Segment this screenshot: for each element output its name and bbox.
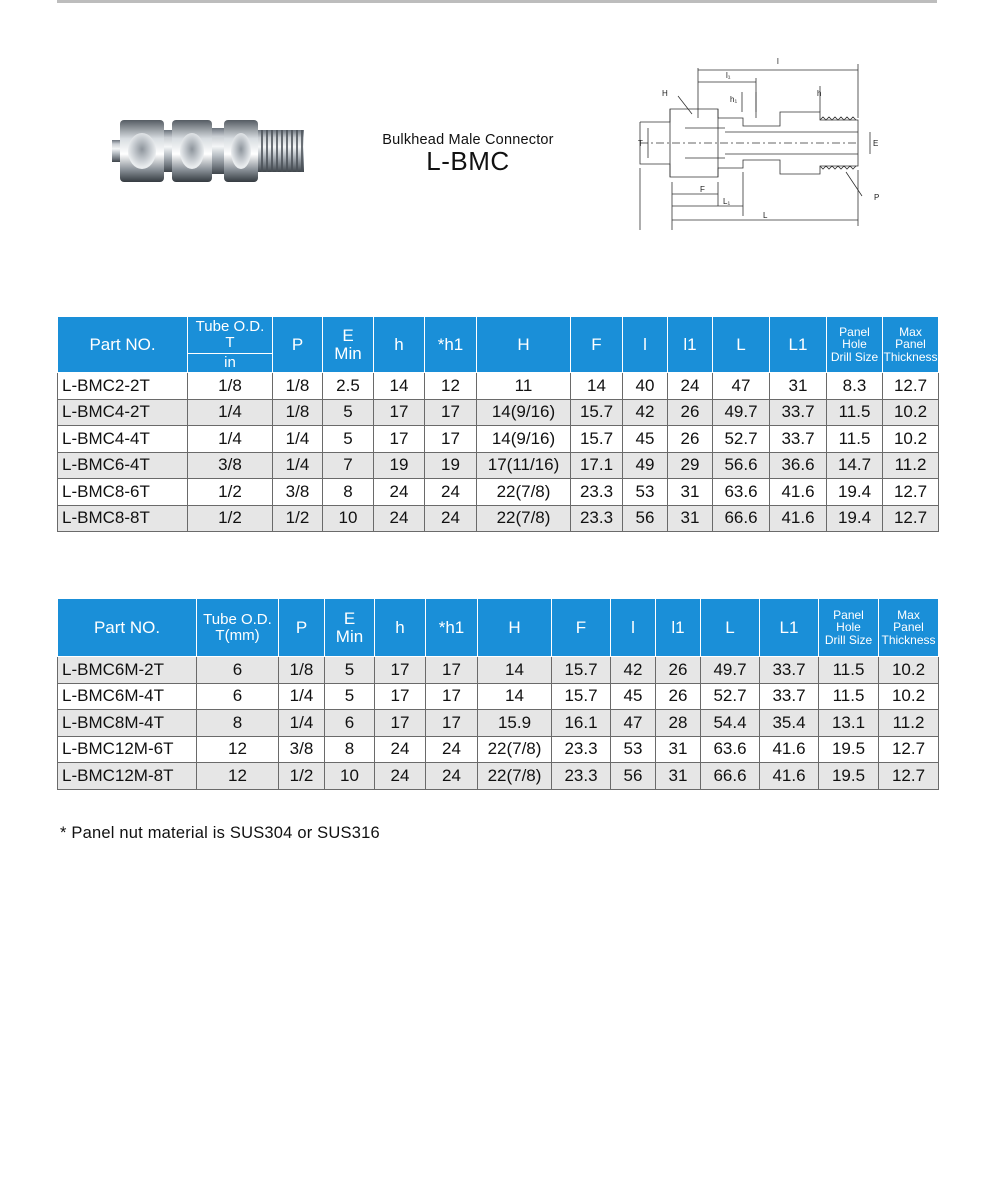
product-title: L-BMC (426, 146, 510, 176)
part-number-cell: L-BMC12M-6T (58, 736, 197, 763)
product-title-block (362, 132, 574, 177)
table-row (58, 373, 939, 400)
table-cell: 14 (478, 683, 552, 710)
header-L1: L1 (770, 317, 827, 373)
table-cell: 5 (323, 399, 374, 426)
table-cell: 54.4 (701, 710, 760, 737)
spec-table-inch-body (58, 373, 939, 532)
table-cell: 17 (375, 683, 426, 710)
part-number-cell: L-BMC2-2T (58, 373, 188, 400)
table-cell: 56.6 (713, 452, 770, 479)
drawing-label-H: H (662, 89, 668, 98)
table-cell: 10.2 (883, 426, 939, 453)
table-cell: 36.6 (770, 452, 827, 479)
header-l1: l1 (668, 317, 713, 373)
table-cell: 40 (623, 373, 668, 400)
table-cell: 17 (425, 426, 477, 453)
table-cell: 11.2 (883, 452, 939, 479)
table-cell: 24 (374, 479, 425, 506)
header-max-panel (879, 599, 939, 657)
table-cell: 16.1 (552, 710, 611, 737)
table-cell: 17 (374, 399, 425, 426)
table-cell: 11.5 (827, 399, 883, 426)
table-cell: 3/8 (273, 479, 323, 506)
header-max-line3: Thickness (883, 349, 938, 364)
header-L1: L1 (760, 599, 819, 657)
table-cell: 22(7/8) (477, 505, 571, 532)
table-cell: 45 (611, 683, 656, 710)
header-p: P (273, 317, 323, 373)
part-number-cell: L-BMC12M-8T (58, 763, 197, 790)
header-L: L (713, 317, 770, 373)
table-cell: 66.6 (713, 505, 770, 532)
table-cell: 49.7 (713, 399, 770, 426)
dimension-drawing (630, 56, 890, 231)
table-cell: 17 (425, 399, 477, 426)
table-cell: 12.7 (883, 479, 939, 506)
table-cell: 41.6 (770, 505, 827, 532)
header-F: F (552, 599, 611, 657)
drawing-label-P: P (874, 193, 880, 202)
table-cell: 26 (656, 683, 701, 710)
part-number-cell: L-BMC6M-2T (58, 657, 197, 684)
part-number-cell: L-BMC8-6T (58, 479, 188, 506)
table-cell: 23.3 (552, 763, 611, 790)
header-tube-t: T (225, 334, 235, 351)
table-cell: 11 (477, 373, 571, 400)
table-cell: 15.7 (552, 683, 611, 710)
table-cell: 17 (426, 710, 478, 737)
header-max-line3: Thickness (881, 632, 936, 647)
table-cell: 11.5 (819, 657, 879, 684)
table-cell: 19 (425, 452, 477, 479)
table-cell: 31 (770, 373, 827, 400)
part-number-cell: L-BMC4-2T (58, 399, 188, 426)
table-cell: 41.6 (770, 479, 827, 506)
table-cell: 63.6 (701, 736, 760, 763)
table-cell: 6 (197, 657, 279, 684)
table-cell: 15.7 (552, 657, 611, 684)
table-cell: 10 (325, 763, 375, 790)
table-cell: 24 (375, 763, 426, 790)
table-row (58, 657, 939, 684)
drawing-label-l: l (777, 57, 779, 66)
table-cell: 26 (668, 426, 713, 453)
table-cell: 14(9/16) (477, 399, 571, 426)
table-cell: 45 (623, 426, 668, 453)
table-cell: 15.7 (571, 399, 623, 426)
header-tube-od (188, 317, 273, 354)
header-l: l (623, 317, 668, 373)
table-cell: 26 (668, 399, 713, 426)
header-min: Min (334, 343, 362, 363)
table-cell: 28 (656, 710, 701, 737)
table-cell: 14(9/16) (477, 426, 571, 453)
table-cell: 11.5 (827, 426, 883, 453)
drawing-label-F: F (700, 185, 705, 194)
table-cell: 53 (623, 479, 668, 506)
header-panel-line2: Hole (842, 337, 867, 352)
table-cell: 2.5 (323, 373, 374, 400)
spec-table-metric (57, 598, 939, 790)
header-h1: *h1 (425, 317, 477, 373)
table-cell: 6 (197, 683, 279, 710)
table-cell: 1/4 (273, 426, 323, 453)
table-cell: 24 (668, 373, 713, 400)
table-cell: 19.4 (827, 505, 883, 532)
top-divider (57, 0, 937, 3)
table-cell: 12.7 (883, 373, 939, 400)
table-cell: 35.4 (760, 710, 819, 737)
product-subtitle: Bulkhead Male Connector (382, 132, 554, 148)
header-panel-line3: Drill Size (830, 349, 879, 364)
table-cell: 52.7 (713, 426, 770, 453)
header-e-min (323, 317, 374, 373)
part-number-cell: L-BMC8-8T (58, 505, 188, 532)
table-cell: 31 (656, 763, 701, 790)
table-cell: 17 (375, 657, 426, 684)
table-cell: 10.2 (879, 657, 939, 684)
spec-table-metric-body (58, 657, 939, 790)
table-cell: 63.6 (713, 479, 770, 506)
table-cell: 14 (571, 373, 623, 400)
header-H: H (477, 317, 571, 373)
header-panel-hole (827, 317, 883, 373)
table-cell: 14 (374, 373, 425, 400)
table-row (58, 426, 939, 453)
table-cell: 11.5 (819, 683, 879, 710)
table-cell: 49.7 (701, 657, 760, 684)
table-cell: 33.7 (770, 426, 827, 453)
drawing-label-T: T (638, 139, 643, 148)
header-e-min (325, 599, 375, 657)
table-cell: 31 (656, 736, 701, 763)
header-tube-od (197, 599, 279, 657)
table-row (58, 763, 939, 790)
table-cell: 7 (323, 452, 374, 479)
table-cell: 1/8 (279, 657, 325, 684)
spec-table-inch (57, 316, 939, 532)
table-cell: 1/4 (273, 452, 323, 479)
drawing-label-h: h (817, 89, 822, 98)
part-number-cell: L-BMC6-4T (58, 452, 188, 479)
table-row (58, 736, 939, 763)
header-h-small: h (375, 599, 426, 657)
table-cell: 1/2 (273, 505, 323, 532)
part-number-cell: L-BMC6M-4T (58, 683, 197, 710)
table-row (58, 479, 939, 506)
header-e: E (342, 325, 354, 345)
header-part-no: Part NO. (58, 599, 197, 657)
table-cell: 13.1 (819, 710, 879, 737)
header-L: L (701, 599, 760, 657)
table-cell: 24 (374, 505, 425, 532)
table-cell: 31 (668, 505, 713, 532)
table-cell: 17 (375, 710, 426, 737)
table-row (58, 505, 939, 532)
table-cell: 22(7/8) (478, 763, 552, 790)
table-cell: 41.6 (760, 763, 819, 790)
header-l1: l1 (656, 599, 701, 657)
part-number-cell: L-BMC4-4T (58, 426, 188, 453)
header-max-line1: Max (897, 607, 920, 622)
table-cell: 26 (656, 657, 701, 684)
header-h-small: h (374, 317, 425, 373)
table-cell: 8 (325, 736, 375, 763)
header-max-line2: Panel (895, 337, 926, 352)
header-panel-line1: Panel (833, 607, 864, 622)
table-cell: 47 (611, 710, 656, 737)
header-panel-hole (819, 599, 879, 657)
table-cell: 24 (425, 479, 477, 506)
table-cell: 24 (375, 736, 426, 763)
table-cell: 41.6 (760, 736, 819, 763)
table-cell: 12 (197, 763, 279, 790)
table-cell: 52.7 (701, 683, 760, 710)
table-cell: 24 (426, 763, 478, 790)
header-max-panel (883, 317, 939, 373)
table-cell: 5 (325, 657, 375, 684)
table-cell: 15.7 (571, 426, 623, 453)
table-cell: 53 (611, 736, 656, 763)
table-cell: 8.3 (827, 373, 883, 400)
table-cell: 33.7 (760, 657, 819, 684)
table-cell: 11.2 (879, 710, 939, 737)
table-cell: 47 (713, 373, 770, 400)
part-number-cell: L-BMC8M-4T (58, 710, 197, 737)
drawing-label-h1: h₁ (730, 95, 738, 104)
table-cell: 1/2 (188, 479, 273, 506)
drawing-label-L1: L₁ (723, 197, 731, 206)
table-cell: 22(7/8) (477, 479, 571, 506)
table-cell: 8 (323, 479, 374, 506)
table-cell: 12.7 (879, 763, 939, 790)
table-cell: 1/4 (188, 399, 273, 426)
table-cell: 1/4 (188, 426, 273, 453)
table-cell: 12 (197, 736, 279, 763)
table-cell: 17 (426, 683, 478, 710)
connector-photo (112, 112, 307, 190)
table-cell: 8 (197, 710, 279, 737)
table-cell: 42 (623, 399, 668, 426)
header-max-line2: Panel (893, 620, 924, 635)
table-cell: 56 (623, 505, 668, 532)
header-tube-od-label: Tube O.D. (203, 610, 272, 628)
header-tube-od-label: Tube O.D. (195, 318, 265, 336)
table-cell: 33.7 (760, 683, 819, 710)
table-cell: 17 (426, 657, 478, 684)
header-panel-line3: Drill Size (824, 632, 873, 647)
table-cell: 23.3 (552, 736, 611, 763)
header-e: E (343, 608, 356, 628)
table-row (58, 452, 939, 479)
table-cell: 3/8 (279, 736, 325, 763)
header-part-no: Part NO. (58, 317, 188, 373)
table-cell: 22(7/8) (478, 736, 552, 763)
drawing-label-E: E (873, 139, 879, 148)
table-cell: 1/8 (273, 399, 323, 426)
footnote: * Panel nut material is SUS304 or SUS316 (60, 824, 380, 842)
table-cell: 1/4 (279, 683, 325, 710)
table-cell: 24 (425, 505, 477, 532)
table-cell: 19 (374, 452, 425, 479)
header-max-line1: Max (899, 324, 922, 339)
table-cell: 24 (426, 736, 478, 763)
table-cell: 14 (478, 657, 552, 684)
table-cell: 10.2 (883, 399, 939, 426)
table-cell: 19.5 (819, 736, 879, 763)
table-cell: 17 (374, 426, 425, 453)
table-cell: 23.3 (571, 479, 623, 506)
table-cell: 10 (323, 505, 374, 532)
table-cell: 3/8 (188, 452, 273, 479)
table-cell: 12.7 (883, 505, 939, 532)
table-cell: 1/8 (273, 373, 323, 400)
drawing-label-L: L (763, 211, 768, 220)
table-cell: 12.7 (879, 736, 939, 763)
table-cell: 1/2 (188, 505, 273, 532)
table-cell: 19.4 (827, 479, 883, 506)
table-cell: 17(11/16) (477, 452, 571, 479)
header-tube-unit: in (188, 354, 273, 373)
table-cell: 66.6 (701, 763, 760, 790)
table-row (58, 399, 939, 426)
header-p: P (279, 599, 325, 657)
header-panel-line1: Panel (839, 324, 870, 339)
table-cell: 49 (623, 452, 668, 479)
table-cell: 1/2 (279, 763, 325, 790)
table-cell: 19.5 (819, 763, 879, 790)
header-l: l (611, 599, 656, 657)
table-cell: 5 (323, 426, 374, 453)
table-cell: 6 (325, 710, 375, 737)
table-cell: 12 (425, 373, 477, 400)
table-row (58, 683, 939, 710)
table-cell: 23.3 (571, 505, 623, 532)
table-cell: 10.2 (879, 683, 939, 710)
table-row (58, 710, 939, 737)
table-cell: 1/8 (188, 373, 273, 400)
table-cell: 17.1 (571, 452, 623, 479)
table-cell: 15.9 (478, 710, 552, 737)
table-cell: 1/4 (279, 710, 325, 737)
drawing-label-l1: l₁ (726, 71, 731, 80)
header-H: H (478, 599, 552, 657)
header-panel-line2: Hole (836, 620, 861, 635)
table-cell: 33.7 (770, 399, 827, 426)
table-cell: 5 (325, 683, 375, 710)
header-h1: *h1 (426, 599, 478, 657)
header-F: F (571, 317, 623, 373)
table-cell: 29 (668, 452, 713, 479)
table-cell: 42 (611, 657, 656, 684)
table-cell: 56 (611, 763, 656, 790)
table-cell: 31 (668, 479, 713, 506)
table-cell: 14.7 (827, 452, 883, 479)
header-min: Min (335, 626, 364, 646)
header-tube-t: T(mm) (215, 626, 260, 644)
